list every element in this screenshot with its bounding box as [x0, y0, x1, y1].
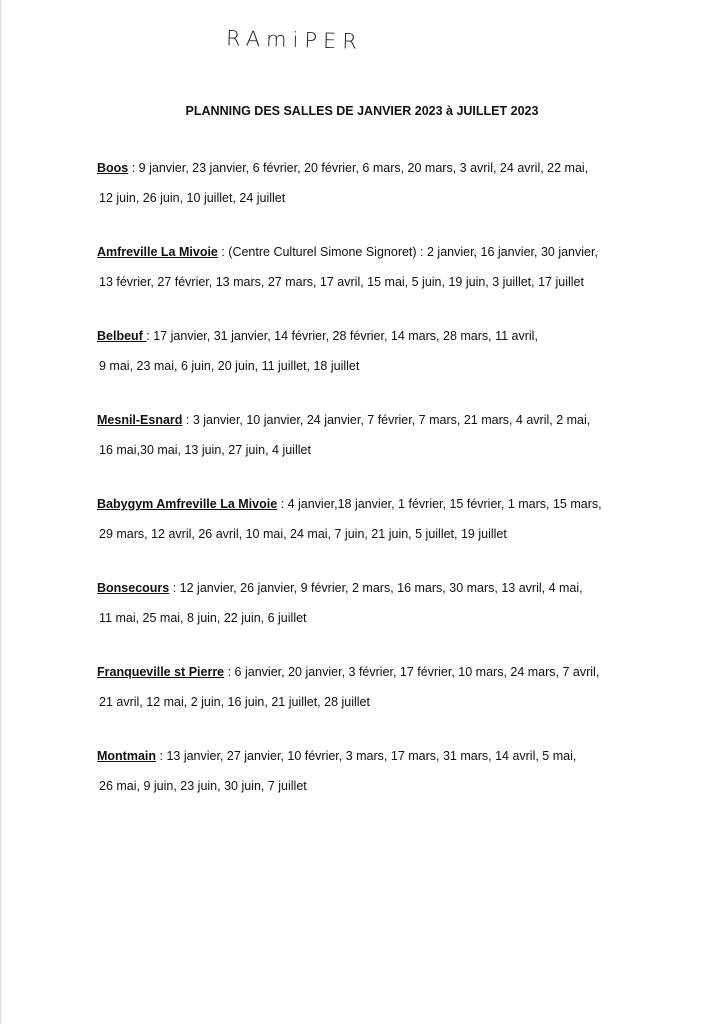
schedule-entry-amfreville [97, 237, 657, 297]
entry-dates: : 12 janvier, 26 janvier, 9 février, 2 mars, 16 mars, 30 mars, 13 avril, 4 mai, [169, 581, 583, 595]
venue-name: Amfreville La Mivoie [97, 245, 218, 259]
venue-name: Montmain [97, 749, 157, 763]
entry-line-1 [97, 153, 657, 183]
venue-name: Franqueville st Pierre [97, 665, 225, 679]
entry-line-2: 16 mai,30 mai, 13 juin, 27 juin, 4 juillet [99, 443, 311, 457]
schedule-entry-mesnil-esnard [97, 405, 657, 465]
entry-line-1 [97, 573, 657, 603]
entry-dates: : 17 janvier, 31 janvier, 14 février, 28 février, 14 mars, 28 mars, 11 avril, [146, 329, 538, 343]
entry-dates: : 4 janvier,18 janvier, 1 février, 15 février, 1 mars, 15 mars, [277, 497, 602, 511]
entry-line-2: 12 juin, 26 juin, 10 juillet, 24 juillet [99, 191, 286, 205]
schedule-entry-montmain [97, 741, 657, 801]
schedule-entry-bonsecours [97, 573, 657, 633]
handwritten-name: RAmiPER [225, 26, 364, 54]
schedule-entry-belbeuf [97, 321, 657, 381]
entry-line-1 [97, 489, 657, 519]
entry-line-1 [97, 237, 657, 267]
entry-line-2: 26 mai, 9 juin, 23 juin, 30 juin, 7 juillet [99, 779, 307, 793]
entry-line-1 [97, 405, 657, 435]
venue-name: Babygym Amfreville La Mivoie [97, 497, 278, 511]
entry-dates: : (Centre Culturel Simone Signoret) : 2 janvier, 16 janvier, 30 janvier, [217, 245, 598, 259]
entry-line-2: 11 mai, 25 mai, 8 juin, 22 juin, 6 juillet [99, 611, 307, 625]
schedule-entry-babygym [97, 489, 657, 549]
entry-dates: : 6 janvier, 20 janvier, 3 février, 17 février, 10 mars, 24 mars, 7 avril, [224, 665, 600, 679]
page-title: PLANNING DES SALLES DE JANVIER 2023 à JUILLET 2023 [185, 104, 539, 118]
venue-name: Belbeuf [97, 329, 147, 343]
entry-dates: : 13 janvier, 27 janvier, 10 février, 3 mars, 17 mars, 31 mars, 14 avril, 5 mai, [156, 749, 577, 763]
entry-line-1 [97, 321, 657, 351]
entry-line-2: 29 mars, 12 avril, 26 avril, 10 mai, 24 mai, 7 juin, 21 juin, 5 juillet, 19 juillet [99, 527, 507, 541]
scan-edge [0, 0, 2, 1024]
venue-name: Bonsecours [97, 581, 170, 595]
entry-dates: : 3 janvier, 10 janvier, 24 janvier, 7 février, 7 mars, 21 mars, 4 avril, 2 mai, [182, 413, 591, 427]
venue-name: Boos [97, 161, 129, 175]
entry-dates: : 9 janvier, 23 janvier, 6 février, 20 février, 6 mars, 20 mars, 3 avril, 24 avril, 22 mai, [128, 161, 589, 175]
schedule-entry-boos [97, 153, 657, 213]
entry-line-2: 21 avril, 12 mai, 2 juin, 16 juin, 21 juillet, 28 juillet [99, 695, 370, 709]
entry-line-1 [97, 657, 657, 687]
entry-line-2: 13 février, 27 février, 13 mars, 27 mars, 17 avril, 15 mai, 5 juin, 19 juin, 3 juillet, 17 juillet [99, 275, 584, 289]
entry-line-1 [97, 741, 657, 771]
venue-name: Mesnil-Esnard [97, 413, 183, 427]
entry-line-2: 9 mai, 23 mai, 6 juin, 20 juin, 11 juillet, 18 juillet [99, 359, 360, 373]
schedule-entry-franqueville [97, 657, 657, 717]
